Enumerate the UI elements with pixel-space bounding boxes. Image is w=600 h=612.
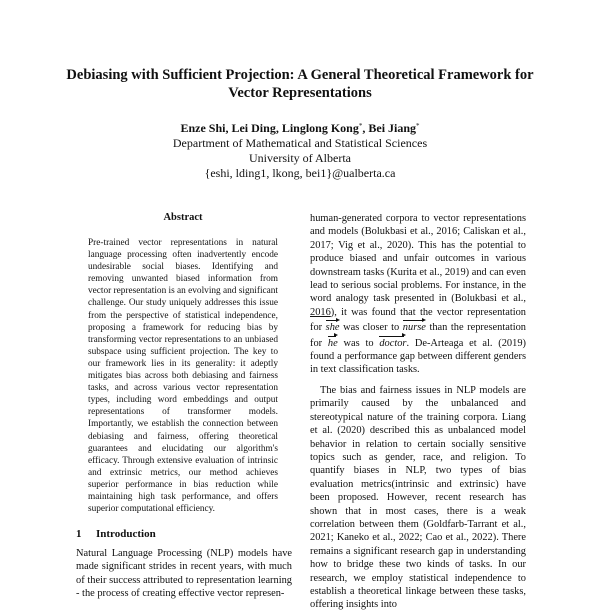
abstract-heading: Abstract	[163, 212, 203, 223]
intro-paragraph-2: The bias and fairness issues in NLP models are primarily caused by the unbalanced and stereotypical nature of the training corpora. Liang et al. (2020) described this as unbalanced model behavior in relation to certain socially sensitive topics such as gender, race, and religion. To quantify biases in NLP, two types of bias evaluation metrics(intrinsic and extrinsic) have been proposed. However, recent research has shown that in most cases, there is a weak correlation between them (Goldfarb-Tarrant et al., 2021; Kaneko et al., 2022; Cao et al., 2022). There remains a significant research gap in understanding how to bridge these two kinds of tasks. In our research, we employ statistical independence to establish a theoretical linkage between these tasks, offering insights into	[310, 384, 526, 611]
p1-text-e: was to	[337, 337, 380, 349]
section-number: 1	[76, 528, 82, 540]
p1-text-a: human-generated corpora to vector representations and models (Bolukbasi et al., 2016; Caliskan et al., 2017; Vig et al., 2020). This has the potential to produce biased and unfair outcomes in various downstream tasks (Kurita et al., 2019) and can even lead to serious social problems. For instance, in the word analogy task presented in (Bolukbasi et al.,	[310, 213, 526, 305]
section-title: Introduction	[96, 528, 156, 540]
title-line-1: Debiasing with Sufficient Projection: A General Theoretical Framework for	[66, 67, 534, 83]
vector-he: he	[328, 335, 338, 350]
affiliation-department: Department of Mathematical and Statistical Sciences	[172, 136, 428, 150]
title-line-2: Vector Representations	[228, 85, 372, 101]
author-mark-2: *	[416, 122, 420, 130]
author-group-2: Bei Jiang	[368, 121, 417, 135]
vector-doctor: doctor	[379, 335, 406, 350]
citation-year-link[interactable]: 2016	[310, 306, 331, 318]
author-block	[60, 121, 540, 181]
author-emails: {eshi, lding1, lkong, bei1}@ualberta.ca	[204, 166, 396, 180]
p1-text-d: than the representation for	[310, 322, 526, 349]
p1-text-c: was closer to	[339, 322, 403, 334]
author-mark-1: *	[358, 122, 363, 130]
intro-paragraph-1	[310, 212, 526, 377]
vector-she: she	[326, 319, 340, 334]
vector-nurse: nurse	[403, 319, 426, 334]
author-group-1: Enze Shi, Lei Ding, Linglong Kong	[180, 121, 359, 135]
author-names	[60, 121, 540, 136]
author-separator: ,	[362, 121, 369, 135]
right-column	[310, 212, 526, 612]
p1-text-b: ), it was found that the vector representation for	[310, 306, 526, 334]
abstract-body: Pre-trained vector representations in natural language processing often inadvertently encode undesirable social biases. Identifying and removing unwanted biased information from vector representation is an evolving and significant challenge. Our study uniquely addresses this issue from the perspective of statistical independence, proposing a framework for reducing bias by transforming vector representations to an unbiased subspace using sufficient projection. The key to our framework lies in its generality: it adeptly mitigates bias across both debiasing and fairness tasks, and across various vector representation types, including word embeddings and output representations of transformer models. Importantly, we establish the connection between debiasing and fairness, offering theoretical guarantees and elucidating our algorithm's efficacy. Through extensive evaluation of intrinsic and extrinsic metrics, our method achieves superior performance in bias reduction while maintaining high task performance, and offers superior computational efficiency.	[88, 238, 279, 515]
section-heading-introduction	[76, 527, 296, 541]
affiliation-university: University of Alberta	[249, 151, 351, 165]
p1-text-f: . De-Arteaga et al. (2019) found a performance gap between different genders in text classification tasks.	[310, 337, 526, 376]
paper-title	[40, 66, 560, 102]
intro-left-text: Natural Language Processing (NLP) models have made significant strides in recent years, with much of their success attributed to representation learning - the process of creating effective vector represen-	[76, 548, 292, 600]
